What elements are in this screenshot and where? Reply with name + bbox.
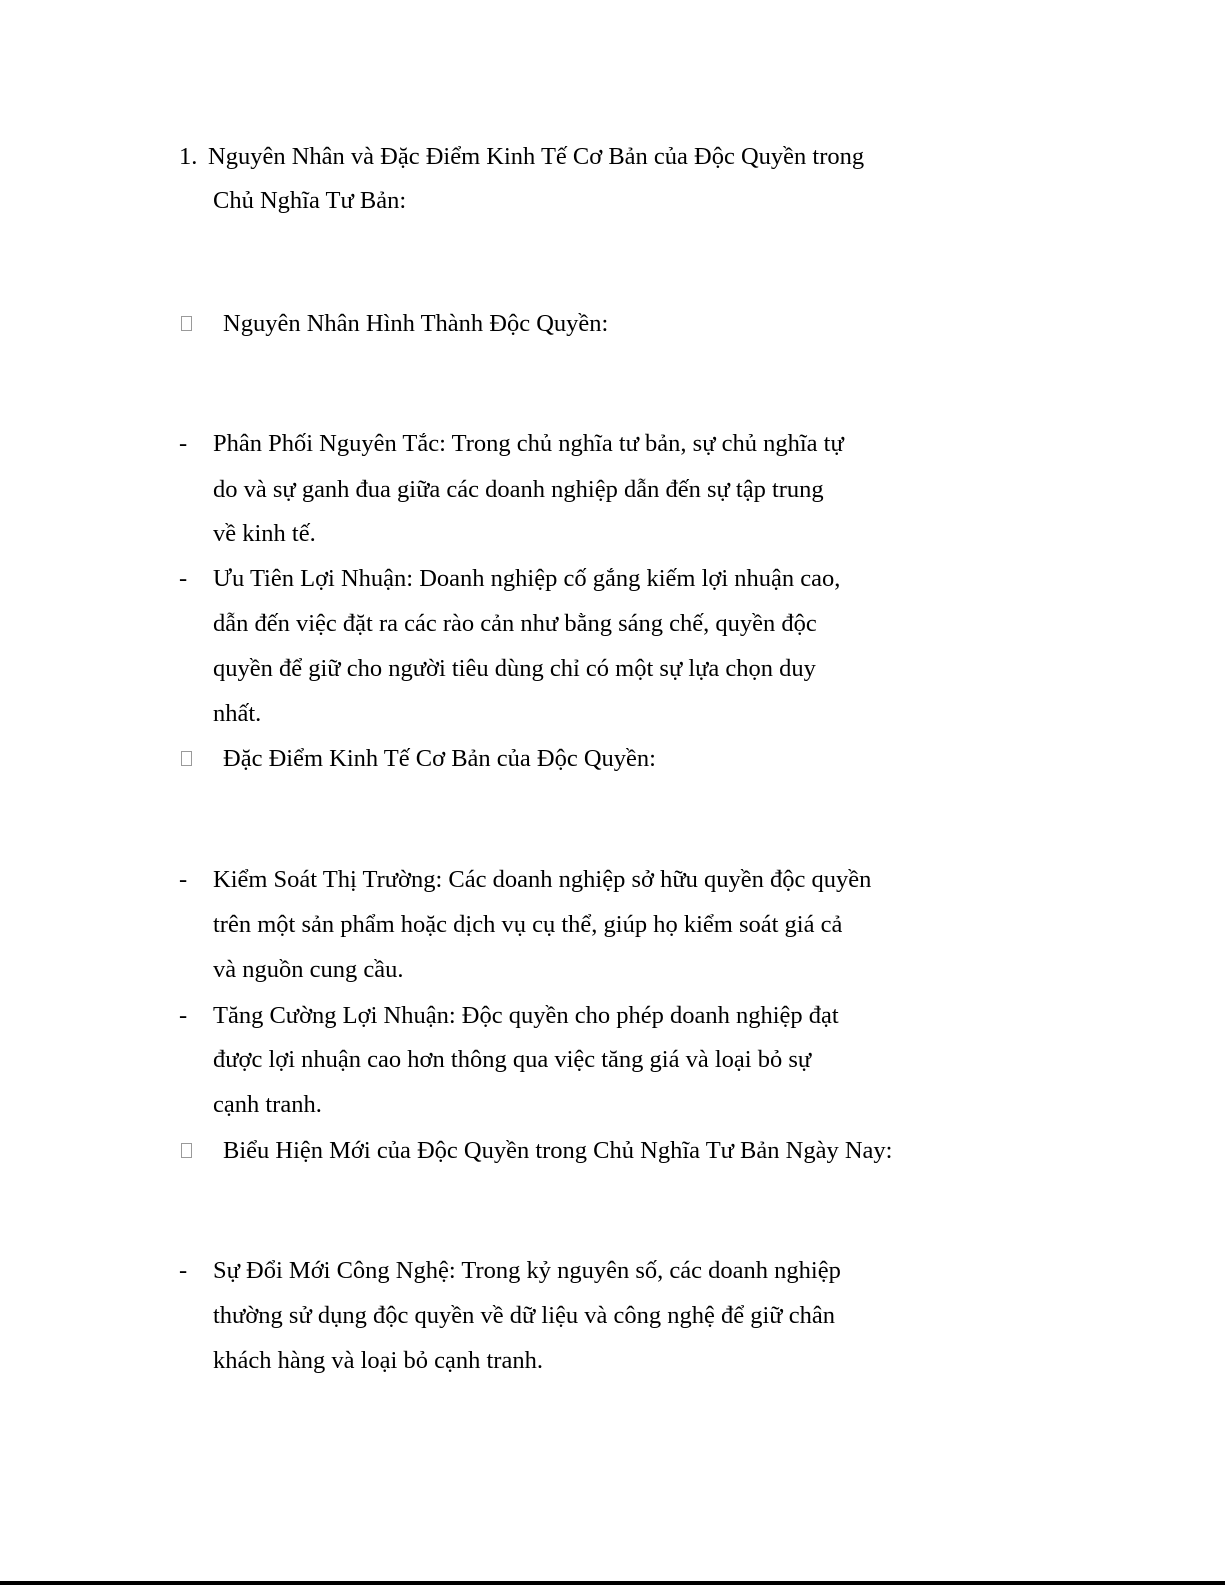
list-item-line: Ưu Tiên Lợi Nhuận: Doanh nghiệp cố gắng kiếm lợi nhuận cao, xyxy=(213,565,841,592)
dash-bullet: - xyxy=(179,565,188,592)
heading-line: Chủ Nghĩa Tư Bản: xyxy=(213,187,407,214)
dash-bullet: - xyxy=(179,430,188,457)
checkbox-bullet-icon xyxy=(181,751,192,766)
list-item-line: Sự Đổi Mới Công Nghệ: Trong kỷ nguyên số, các doanh nghiệp xyxy=(213,1257,841,1284)
dash-bullet: - xyxy=(179,1002,188,1029)
list-item-line: quyền để giữ cho người tiêu dùng chỉ có một sự lựa chọn duy xyxy=(213,655,816,682)
section-title: Nguyên Nhân Hình Thành Độc Quyền: xyxy=(223,310,609,337)
list-item-line: trên một sản phẩm hoặc dịch vụ cụ thể, giúp họ kiểm soát giá cả xyxy=(213,911,843,938)
list-item-line: do và sự ganh đua giữa các doanh nghiệp dẫn đến sự tập trung xyxy=(213,476,824,503)
list-item-line: được lợi nhuận cao hơn thông qua việc tăng giá và loại bỏ sự xyxy=(213,1046,812,1073)
dash-bullet: - xyxy=(179,1257,188,1284)
list-item-line: và nguồn cung cầu. xyxy=(213,956,404,983)
list-item-line: về kinh tế. xyxy=(213,520,316,547)
list-item-line: dẫn đến việc đặt ra các rào cản như bằng sáng chế, quyền độc xyxy=(213,610,817,637)
list-item-line: cạnh tranh. xyxy=(213,1091,322,1118)
list-item-line: khách hàng và loại bỏ cạnh tranh. xyxy=(213,1347,543,1374)
list-item-line: nhất. xyxy=(213,700,262,727)
list-item-line: Phân Phối Nguyên Tắc: Trong chủ nghĩa tư bản, sự chủ nghĩa tự xyxy=(213,430,844,457)
list-item-line: Kiểm Soát Thị Trường: Các doanh nghiệp sở hữu quyền độc quyền xyxy=(213,866,872,893)
dash-bullet: - xyxy=(179,866,188,893)
heading-line: Nguyên Nhân và Đặc Điểm Kinh Tế Cơ Bản của Độc Quyền trong xyxy=(208,143,865,170)
heading-number: 1. xyxy=(179,143,198,170)
list-item-line: Tăng Cường Lợi Nhuận: Độc quyền cho phép doanh nghiệp đạt xyxy=(213,1002,839,1029)
section-title: Biểu Hiện Mới của Độc Quyền trong Chủ Nghĩa Tư Bản Ngày Nay: xyxy=(223,1137,893,1164)
checkbox-bullet-icon xyxy=(181,1143,192,1158)
checkbox-bullet-icon xyxy=(181,316,192,331)
list-item-line: thường sử dụng độc quyền về dữ liệu và công nghệ để giữ chân xyxy=(213,1302,835,1329)
section-title: Đặc Điểm Kinh Tế Cơ Bản của Độc Quyền: xyxy=(223,745,656,772)
page-bottom-border xyxy=(0,1581,1225,1585)
